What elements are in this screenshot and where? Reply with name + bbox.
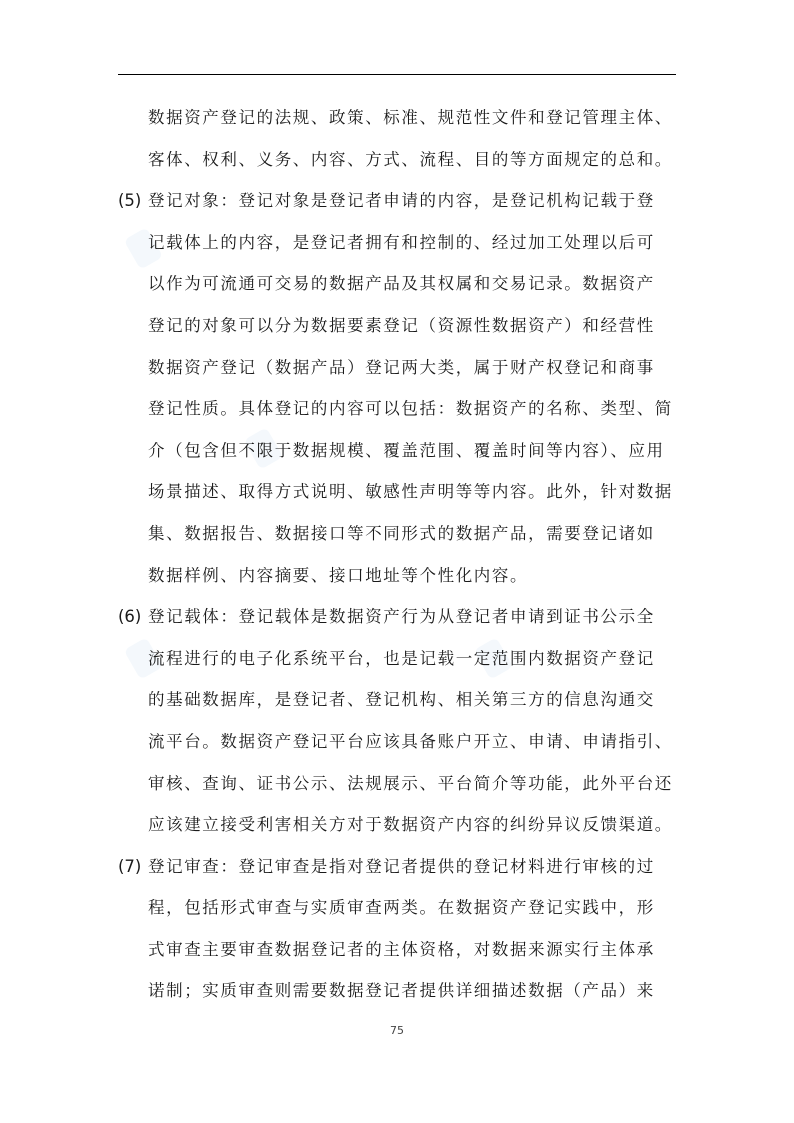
text-line: 数据资产登记的法规、政策、标准、规范性文件和登记管理主体、	[148, 108, 673, 127]
text-line	[118, 180, 688, 222]
text-line: 程，包括形式审查与实质审查两类。在数据资产登记实践中，形	[148, 898, 655, 918]
text-line: 数据资产登记（数据产品）登记两大类，属于财产权登记和商事	[148, 357, 655, 377]
text-line-content: 登记载体：登记载体是数据资产行为从登记者申请到证书公示全	[148, 607, 655, 627]
text-line: 登记性质。具体登记的内容可以包括：数据资产的名称、类型、简	[148, 399, 673, 419]
item-number: (5)	[118, 191, 142, 211]
text-line: 集、数据报告、数据接口等不同形式的数据产品，需要登记诸如	[148, 523, 655, 543]
text-line	[118, 846, 688, 888]
text-line-content: 登记审查：登记审查是指对登记者提供的登记材料进行审核的过	[148, 856, 655, 876]
text-line: 流程进行的电子化系统平台，也是记载一定范围内数据资产登记	[148, 648, 655, 668]
item-number: (6)	[118, 607, 142, 627]
text-line: 审核、查询、证书公示、法规展示、平台简介等功能，此外平台还	[148, 773, 673, 793]
page-number: 75	[390, 1024, 404, 1037]
text-line: 记载体上的内容，是登记者拥有和控制的、经过加工处理以后可	[148, 232, 655, 252]
header-rule	[118, 74, 676, 75]
text-line: 场景描述、取得方式说明、敏感性声明等等内容。此外，针对数据	[148, 482, 673, 502]
text-line	[118, 596, 688, 638]
body-text	[118, 97, 688, 1012]
text-line: 应该建立接受利害相关方对于数据资产内容的纠纷异议反馈渠道。	[148, 815, 673, 835]
text-line: 的基础数据库，是登记者、登记机构、相关第三方的信息沟通交	[148, 690, 655, 710]
text-line: 流平台。数据资产登记平台应该具备账户开立、申请、申请指引、	[148, 731, 673, 751]
text-line: 数据样例、内容摘要、接口地址等个性化内容。	[148, 565, 529, 585]
item-number: (7)	[118, 856, 142, 876]
text-line: 介（包含但不限于数据规模、覆盖范围、覆盖时间等内容）、应用	[148, 440, 665, 460]
text-line: 登记的对象可以分为数据要素登记（资源性数据资产）和经营性	[148, 315, 655, 335]
text-line: 客体、权利、义务、内容、方式、流程、目的等方面规定的总和。	[148, 149, 673, 169]
text-line: 式审查主要审查数据登记者的主体资格，对数据来源实行主体承	[148, 939, 655, 959]
text-line: 以作为可流通可交易的数据产品及其权属和交易记录。数据资产	[148, 274, 655, 294]
text-line-content: 登记对象：登记对象是登记者申请的内容，是登记机构记载于登	[148, 191, 655, 211]
text-line: 诺制；实质审查则需要数据登记者提供详细描述数据（产品）来	[148, 981, 655, 1001]
